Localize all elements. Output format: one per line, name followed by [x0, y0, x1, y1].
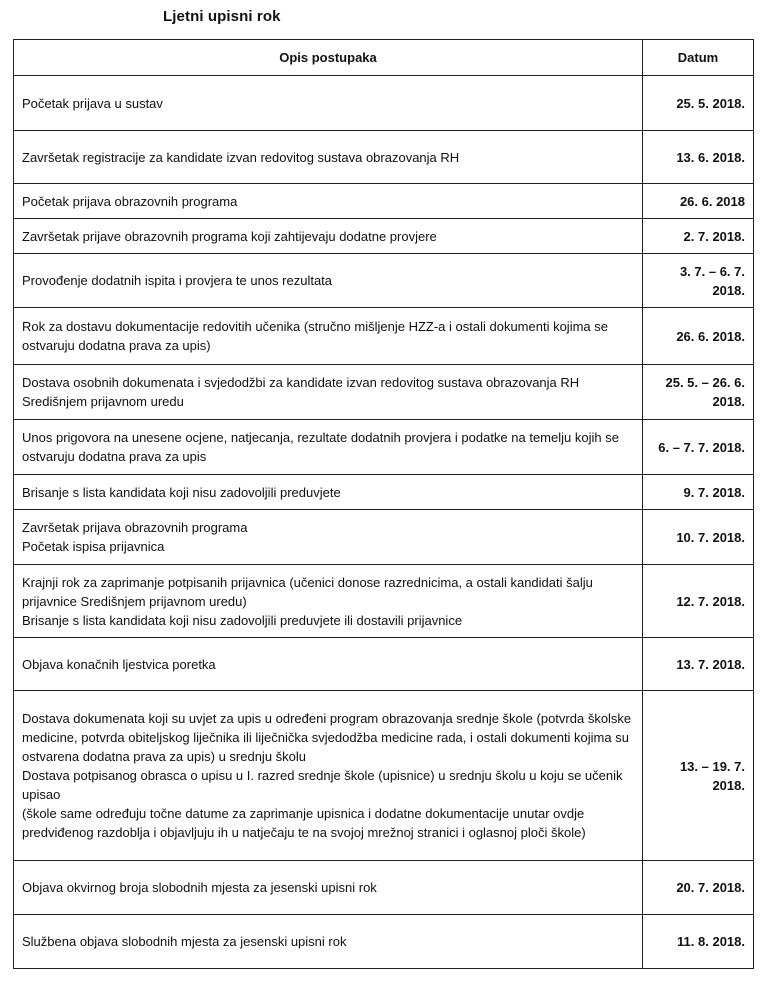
row-date: 3. 7. – 6. 7. 2018. [643, 254, 754, 308]
row-description [14, 691, 643, 861]
table-row [14, 861, 754, 915]
description-line: Završetak prijava obrazovnih programa [22, 520, 248, 535]
table-row [14, 475, 754, 510]
table-row [14, 131, 754, 184]
table-header-row [14, 40, 754, 76]
row-description [14, 254, 643, 308]
description-line: Početak prijava obrazovnih programa [22, 193, 238, 209]
table-row [14, 510, 754, 565]
description-line: Objava okvirnog broja slobodnih mjesta za jesenski upisni rok [22, 880, 377, 895]
description-line: Unos prigovora na unesene ocjene, natjecanja, rezultate dodatnih provjera i podatke na temelju kojih se ostvaruju dodatna prava za upis [22, 430, 619, 464]
row-date: 26. 6. 2018 [643, 184, 754, 219]
row-description [14, 131, 643, 184]
description-line: Završetak registracije za kandidate izvan redovitog sustava obrazovanja RH [22, 149, 460, 165]
row-date: 26. 6. 2018. [643, 308, 754, 365]
table-row [14, 420, 754, 475]
row-description [14, 510, 643, 565]
row-date: 11. 8. 2018. [643, 915, 754, 969]
row-date: 9. 7. 2018. [643, 475, 754, 510]
row-date: 25. 5. – 26. 6. 2018. [643, 365, 754, 420]
description-line: Dostava dokumenata koji su uvjet za upis u određeni program obrazovanja srednje škole (potvrda školske medicine, potvrda obiteljskog liječnika ili liječnička svjedodžba medicine rada, i ostali dokumenti kojima su ostvarena dodatna prava za upis) u srednju školu [22, 711, 632, 764]
table-row [14, 691, 754, 861]
description-line: Službena objava slobodnih mjesta za jesenski upisni rok [22, 934, 347, 949]
description-line: Provođenje dodatnih ispita i provjera te unos rezultata [22, 273, 333, 288]
row-description [14, 308, 643, 365]
row-date: 13. – 19. 7. 2018. [643, 691, 754, 861]
column-header-description: Opis postupaka [14, 40, 643, 76]
row-description [14, 915, 643, 969]
description-line: Objava konačnih ljestvica poretka [22, 656, 216, 672]
description-line: Dostava potpisanog obrasca o upisu u I. razred srednje škole (upisnice) u srednju školu u koju se učenik upisao [22, 768, 623, 802]
description-line: Dostava osobnih dokumenata i svjedodžbi za kandidate izvan redovitog sustava obrazovanja RH Središnjem prijavnom uredu [22, 375, 580, 409]
row-date: 6. – 7. 7. 2018. [643, 420, 754, 475]
table-row [14, 219, 754, 254]
table-body [14, 76, 754, 969]
page-title: Ljetni upisni rok [163, 8, 281, 25]
column-header-date: Datum [643, 40, 754, 76]
row-date: 10. 7. 2018. [643, 510, 754, 565]
table-row [14, 638, 754, 691]
description-line: Brisanje s lista kandidata koji nisu zadovoljili preduvjete [22, 484, 341, 500]
row-date: 25. 5. 2018. [643, 76, 754, 131]
row-description [14, 420, 643, 475]
description-line: Krajnji rok za zaprimanje potpisanih prijavnica (učenici donose razrednicima, a ostali kandidati šalju prijavnice Središnjem prijavnom uredu) [22, 574, 593, 609]
row-description [14, 365, 643, 420]
row-description [14, 565, 643, 638]
row-date: 13. 6. 2018. [643, 131, 754, 184]
description-line: (škole same određuju točne datume za zaprimanje upisnica i dodatne dokumentacije unutar ovdje predviđenog razdoblja i objavljuju ih u natječaju te na svojoj mrežnoj stranici i oglasnoj ploči škole) [22, 806, 586, 840]
description-line: Početak prijava u sustav [22, 95, 163, 111]
schedule-table [13, 39, 754, 969]
description-line: Brisanje s lista kandidata koji nisu zadovoljili preduvjete ili dostavili prijavnice [22, 612, 463, 628]
row-date: 12. 7. 2018. [643, 565, 754, 638]
row-description [14, 76, 643, 131]
description-line: Rok za dostavu dokumentacije redovitih učenika (stručno mišljenje HZZ-a i ostali dokumenti kojima se ostvaruju dodatna prava za upis) [22, 319, 608, 353]
table-row [14, 565, 754, 638]
row-description [14, 219, 643, 254]
table-row [14, 184, 754, 219]
row-date: 20. 7. 2018. [643, 861, 754, 915]
table-row [14, 915, 754, 969]
row-description [14, 475, 643, 510]
description-line: Završetak prijave obrazovnih programa koji zahtijevaju dodatne provjere [22, 228, 437, 244]
table-row [14, 308, 754, 365]
table-row [14, 365, 754, 420]
row-description [14, 184, 643, 219]
table-row [14, 254, 754, 308]
table-row [14, 76, 754, 131]
row-date: 2. 7. 2018. [643, 219, 754, 254]
row-description [14, 861, 643, 915]
row-date: 13. 7. 2018. [643, 638, 754, 691]
row-description [14, 638, 643, 691]
description-line: Početak ispisa prijavnica [22, 539, 165, 554]
